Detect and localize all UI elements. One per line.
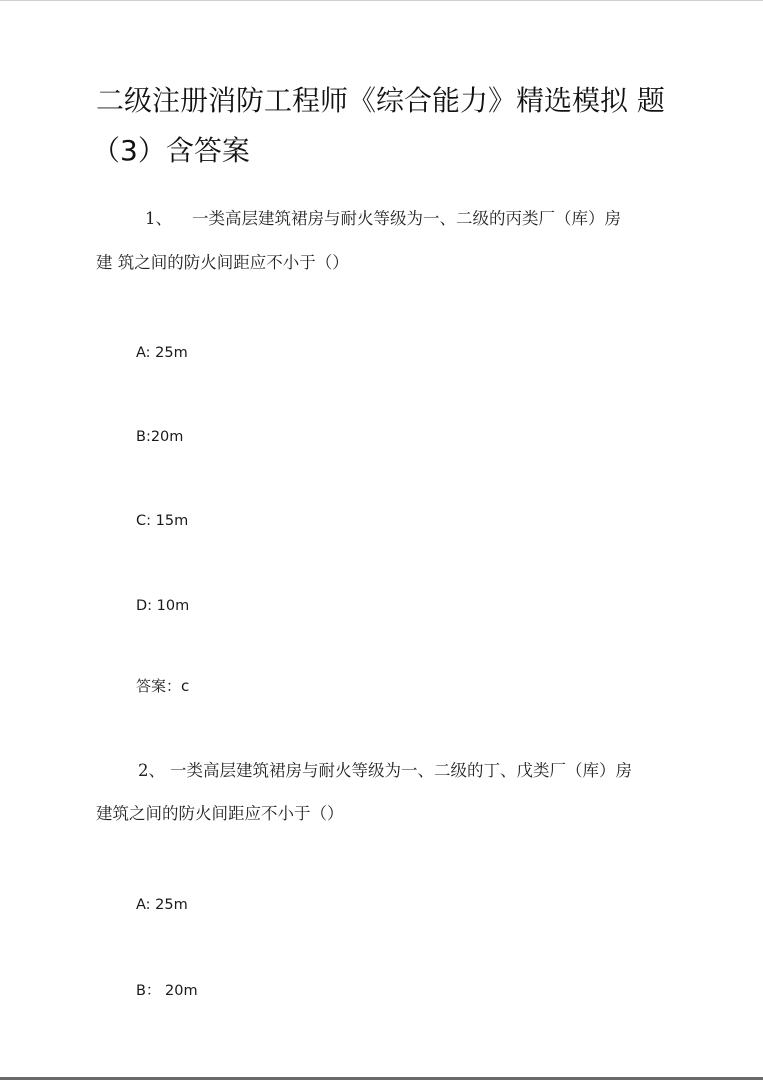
question-1-option-a: A: 25m <box>136 345 188 361</box>
question-1-text-line-2: 建 筑之间的防火间距应不小于（） <box>96 253 349 272</box>
question-1-option-d: D: 10m <box>136 598 190 614</box>
question-2-number: 2、 <box>138 761 165 780</box>
document-title-line-2: （3）含答案 <box>92 134 250 167</box>
document-title-line-1: 二级注册消防工程师《综合能力》精选模拟 题 <box>96 84 665 117</box>
question-2-option-b: B： 20m <box>136 983 198 999</box>
page-top-edge <box>0 0 763 1</box>
question-2-option-a: A: 25m <box>136 897 188 913</box>
question-2-text-line-2: 建筑之间的防火间距应不小于（） <box>96 804 344 823</box>
question-1-number: 1、 <box>145 209 172 228</box>
question-2-text-line-1: 一类高层建筑裙房与耐火等级为一、二级的丁、戊类厂（库）房 <box>170 761 632 780</box>
question-1-option-b: B:20m <box>136 429 184 445</box>
question-1-option-c: C: 15m <box>136 513 189 529</box>
question-1-answer: 答案：c <box>136 677 190 695</box>
question-1-text-line-1: 一类高层建筑裙房与耐火等级为一、二级的丙类厂（库）房 <box>192 209 621 228</box>
